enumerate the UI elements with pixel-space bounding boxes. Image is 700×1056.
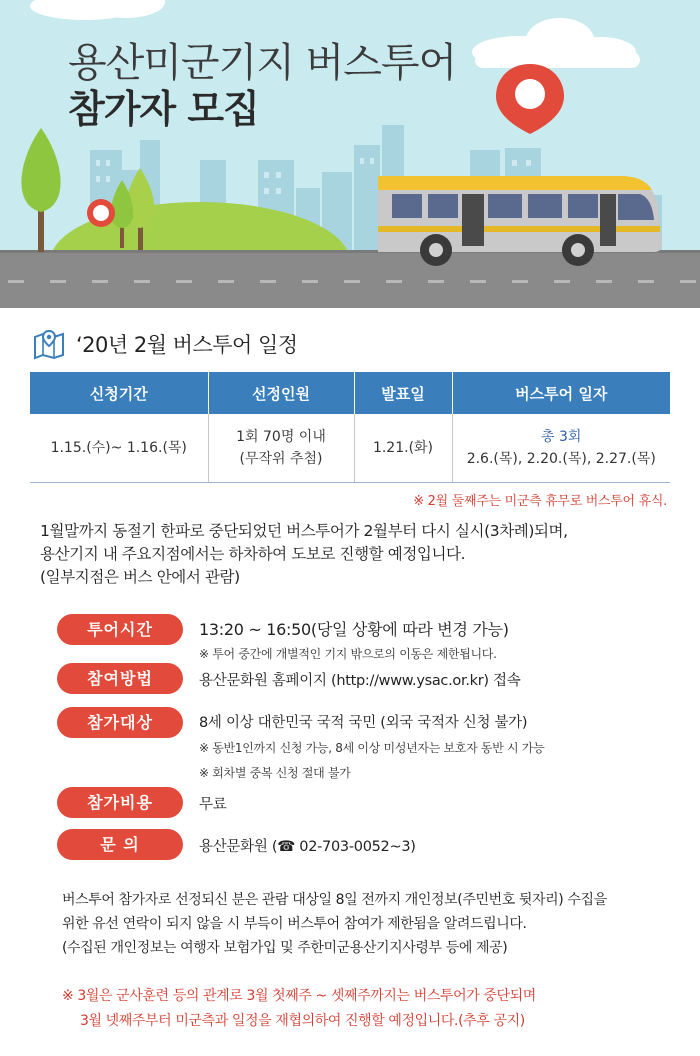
- tour-date-list: 2.6.(목), 2.20.(목), 2.27.(목): [466, 450, 656, 467]
- schedule-table: [30, 372, 670, 483]
- tour-time-badge: 투어시간: [57, 614, 183, 645]
- cloud-icon: [30, 0, 165, 20]
- warning-line: ※ 3월은 군사훈련 등의 관계로 3월 첫째주 ~ 셋째주까지는 버스투어가 중단되며: [62, 988, 536, 1004]
- target-value: 8세 이상 대한민국 국적 국민 (외국 국적자 신청 불가): [199, 715, 528, 731]
- intro-line: (일부지점은 버스 안에서 관람): [40, 568, 240, 586]
- cost-badge: 참가비용: [57, 787, 183, 818]
- march-warning: [62, 984, 682, 1034]
- notice-line: 버스투어 참가자로 선정되신 분은 관람 대상일 8일 전까지 개인정보(주민번호 뒷자리) 수집을: [62, 892, 607, 908]
- privacy-notice: [62, 888, 662, 960]
- intro-line: 용산기지 내 주요지점에서는 하차하여 도보로 진행할 예정입니다.: [40, 545, 466, 563]
- notice-line: (수집된 개인정보는 여행자 보험가입 및 주한미군용산기지사령부 등에 제공): [62, 940, 508, 956]
- road: [0, 250, 700, 308]
- tree-icon: [21, 128, 60, 252]
- hero-title: 용산미군기지 버스투어: [68, 40, 457, 86]
- header-announcement: 발표일: [354, 372, 452, 414]
- schedule-heading: [32, 326, 298, 362]
- cell-announcement: 1.21.(화): [354, 414, 452, 482]
- tour-time-note: ※ 투어 중간에 개별적인 기지 밖으로의 이동은 제한됩니다.: [199, 647, 497, 661]
- capacity-note: (무작위 추첨): [239, 450, 323, 467]
- hero-subtitle: 참가자 모집: [68, 87, 259, 131]
- header-application-period: 신청기간: [30, 372, 208, 414]
- target-badge: 참가대상: [57, 707, 183, 738]
- map-pin-icon: [496, 64, 564, 134]
- method-value: 용산문화원 홈페이지 (http://www.ysac.or.kr) 접속: [199, 673, 521, 689]
- location-marker-icon: [87, 199, 115, 227]
- cell-capacity: [208, 414, 354, 482]
- method-badge: 참여방법: [57, 663, 183, 694]
- notice-line: 위한 유선 연락이 되지 않을 시 부득이 버스투어 참여가 제한됨을 알려드립니다.: [62, 916, 527, 932]
- cell-tour-dates: [452, 414, 670, 482]
- intro-line: 1월말까지 동절기 한파로 중단되었던 버스투어가 2월부터 다시 실시(3차례)되며,: [40, 522, 568, 540]
- tour-time-value: 13:20 ~ 16:50(당일 상황에 따라 변경 가능): [199, 620, 509, 639]
- schedule-title: ‘20년 2월 버스투어 일정: [76, 333, 298, 357]
- tour-total: 총 3회: [541, 428, 582, 445]
- capacity-line: 1회 70명 이내: [236, 428, 326, 445]
- hero-banner: [0, 0, 700, 308]
- cost-value: 무료: [199, 797, 227, 813]
- header-capacity: 선정인원: [208, 372, 354, 414]
- intro-text: [40, 520, 660, 589]
- target-note-companion: ※ 동반1인까지 신청 가능, 8세 이상 미성년자는 보호자 동반 시 가능: [199, 741, 545, 755]
- cell-application-period: 1.15.(수)~ 1.16.(목): [30, 414, 208, 482]
- warning-line: 3월 넷째주부터 미군측과 일정을 재협의하여 진행할 예정입니다.(추후 공지): [80, 1013, 525, 1029]
- target-note-duplicate: ※ 회차별 중복 신청 절대 불가: [199, 766, 351, 780]
- table-row: [30, 414, 670, 482]
- header-tour-dates: 버스투어 일자: [452, 372, 670, 414]
- schedule-note: ※ 2월 둘째주는 미군측 휴무로 버스투어 휴식.: [413, 494, 667, 509]
- contact-badge: 문 의: [57, 829, 183, 860]
- contact-value: 용산문화원 (☎ 02-703-0052~3): [199, 839, 416, 855]
- cloud-icon: [472, 18, 640, 68]
- folded-map-icon: [32, 327, 66, 361]
